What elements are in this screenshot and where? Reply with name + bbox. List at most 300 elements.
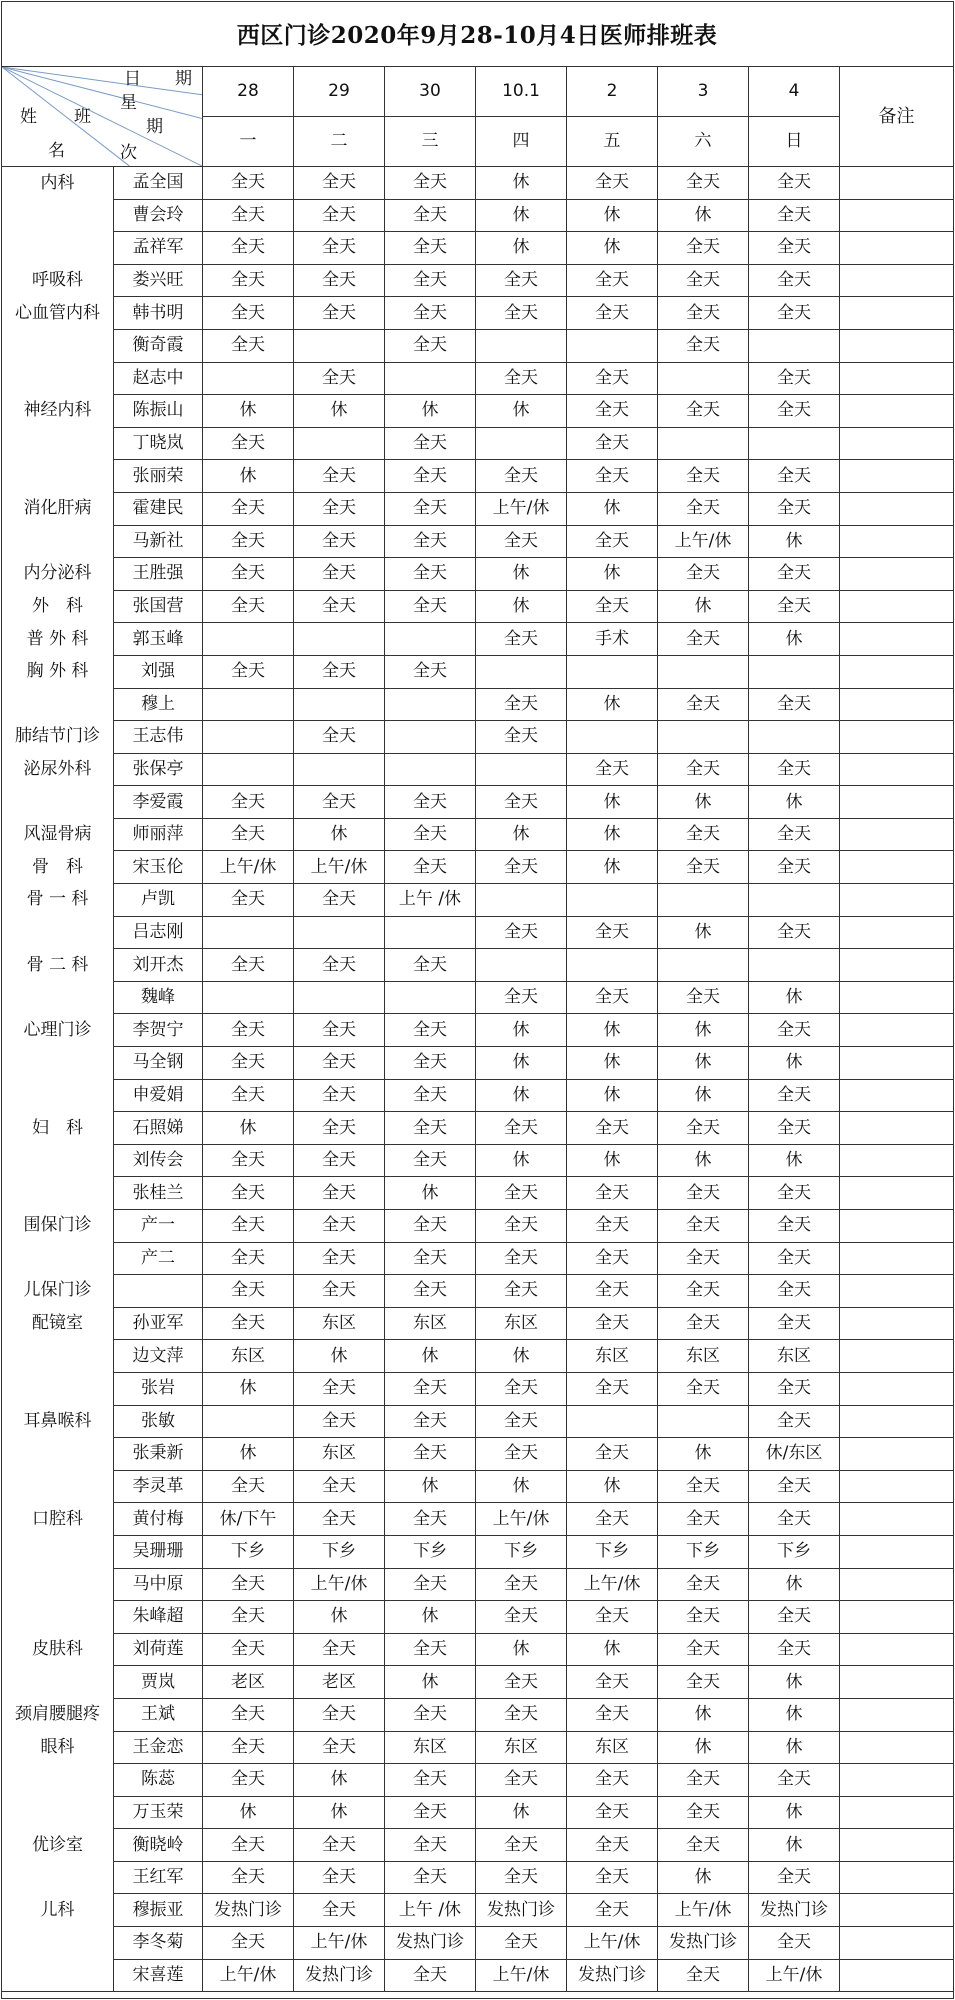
shift-cell: 全天 bbox=[203, 1144, 294, 1177]
shift-cell: 下乡 bbox=[294, 1535, 385, 1568]
header-remark: 备注 bbox=[840, 67, 954, 167]
department-cell bbox=[2, 688, 114, 721]
shift-cell: 上午/休 bbox=[294, 851, 385, 884]
shift-cell: 全天 bbox=[203, 1307, 294, 1340]
shift-cell: 休 bbox=[749, 1731, 840, 1764]
shift-cell bbox=[385, 623, 476, 656]
shift-cell: 全天 bbox=[385, 1698, 476, 1731]
header-date: 10.1 bbox=[476, 67, 567, 117]
shift-cell: 上午/休 bbox=[749, 1959, 840, 1992]
remark-cell bbox=[840, 1242, 954, 1275]
shift-cell: 东区 bbox=[203, 1340, 294, 1373]
doctor-name-cell: 师丽萍 bbox=[114, 818, 203, 851]
shift-cell bbox=[567, 721, 658, 754]
shift-cell: 全天 bbox=[203, 949, 294, 982]
doctor-name-cell: 石照娣 bbox=[114, 1112, 203, 1145]
table-row bbox=[2, 1959, 954, 1992]
shift-cell: 全天 bbox=[385, 1210, 476, 1243]
shift-cell: 全天 bbox=[476, 264, 567, 297]
doctor-name-cell: 丁晓岚 bbox=[114, 427, 203, 460]
table-row bbox=[2, 492, 954, 525]
shift-cell: 休 bbox=[203, 1796, 294, 1829]
remark-cell bbox=[840, 362, 954, 395]
remark-cell bbox=[840, 1829, 954, 1862]
shift-cell: 全天 bbox=[203, 1601, 294, 1634]
remark-cell bbox=[840, 1047, 954, 1080]
remark-cell bbox=[840, 1405, 954, 1438]
shift-cell: 全天 bbox=[294, 492, 385, 525]
remark-cell bbox=[840, 525, 954, 558]
remark-cell bbox=[840, 1796, 954, 1829]
shift-cell: 上午/休 bbox=[294, 1927, 385, 1960]
remark-cell bbox=[840, 1503, 954, 1536]
shift-cell: 全天 bbox=[658, 460, 749, 493]
doctor-name-cell: 穆上 bbox=[114, 688, 203, 721]
table-row bbox=[2, 1535, 954, 1568]
shift-cell: 全天 bbox=[567, 1829, 658, 1862]
shift-cell: 全天 bbox=[385, 1503, 476, 1536]
shift-cell: 全天 bbox=[749, 199, 840, 232]
remark-cell bbox=[840, 916, 954, 949]
shift-cell: 休 bbox=[476, 395, 567, 428]
shift-cell bbox=[658, 721, 749, 754]
doctor-name-cell: 卢凯 bbox=[114, 884, 203, 917]
table-row bbox=[2, 167, 954, 200]
shift-cell: 休 bbox=[476, 818, 567, 851]
shift-cell: 上午/休 bbox=[658, 1894, 749, 1927]
shift-cell: 全天 bbox=[658, 1829, 749, 1862]
shift-cell: 休 bbox=[294, 1764, 385, 1797]
shift-cell: 全天 bbox=[294, 1275, 385, 1308]
shift-cell: 休 bbox=[658, 786, 749, 819]
shift-cell: 全天 bbox=[385, 1959, 476, 1992]
department-cell bbox=[2, 1535, 114, 1568]
shift-cell: 全天 bbox=[203, 1927, 294, 1960]
shift-cell: 全天 bbox=[567, 525, 658, 558]
shift-cell: 休 bbox=[476, 1340, 567, 1373]
shift-cell: 休 bbox=[658, 916, 749, 949]
shift-cell: 全天 bbox=[567, 395, 658, 428]
remark-cell bbox=[840, 329, 954, 362]
shift-cell: 全天 bbox=[294, 949, 385, 982]
remark-cell bbox=[840, 1275, 954, 1308]
remark-cell bbox=[840, 1633, 954, 1666]
shift-cell: 全天 bbox=[658, 264, 749, 297]
doctor-name-cell: 吴珊珊 bbox=[114, 1535, 203, 1568]
shift-cell: 休 bbox=[567, 1633, 658, 1666]
department-cell: 配镜室 bbox=[2, 1307, 114, 1340]
shift-cell: 全天 bbox=[476, 525, 567, 558]
shift-cell: 全天 bbox=[476, 1372, 567, 1405]
remark-cell bbox=[840, 427, 954, 460]
doctor-name-cell: 马全钢 bbox=[114, 1047, 203, 1080]
shift-cell: 全天 bbox=[203, 1731, 294, 1764]
shift-cell: 休 bbox=[294, 395, 385, 428]
shift-cell: 全天 bbox=[294, 232, 385, 265]
shift-cell: 全天 bbox=[567, 1861, 658, 1894]
table-row bbox=[2, 1698, 954, 1731]
remark-cell bbox=[840, 167, 954, 200]
shift-cell: 发热门诊 bbox=[567, 1959, 658, 1992]
shift-cell bbox=[203, 721, 294, 754]
department-cell bbox=[2, 1764, 114, 1797]
doctor-name-cell: 宋喜莲 bbox=[114, 1959, 203, 1992]
remark-cell bbox=[840, 264, 954, 297]
shift-cell: 全天 bbox=[749, 1112, 840, 1145]
doctor-name-cell: 穆振亚 bbox=[114, 1894, 203, 1927]
shift-cell: 全天 bbox=[749, 1405, 840, 1438]
table-row bbox=[2, 1927, 954, 1960]
department-cell bbox=[2, 1144, 114, 1177]
shift-cell: 休 bbox=[385, 1470, 476, 1503]
table-row bbox=[2, 1079, 954, 1112]
shift-cell: 全天 bbox=[749, 688, 840, 721]
shift-cell: 全天 bbox=[294, 1470, 385, 1503]
shift-cell: 全天 bbox=[476, 721, 567, 754]
table-row bbox=[2, 199, 954, 232]
remark-cell bbox=[840, 1861, 954, 1894]
table-row bbox=[2, 1894, 954, 1927]
shift-cell: 上午/休 bbox=[658, 525, 749, 558]
doctor-name-cell: 刘传会 bbox=[114, 1144, 203, 1177]
page-title: 西区门诊2020年9月28-10月4日医师排班表 bbox=[236, 22, 718, 49]
table-row bbox=[2, 1210, 954, 1243]
shift-cell: 全天 bbox=[749, 1242, 840, 1275]
remark-cell bbox=[840, 786, 954, 819]
shift-cell: 休 bbox=[749, 1144, 840, 1177]
shift-cell: 全天 bbox=[567, 1177, 658, 1210]
doctor-name-cell: 郭玉峰 bbox=[114, 623, 203, 656]
shift-cell: 全天 bbox=[749, 460, 840, 493]
shift-cell bbox=[294, 753, 385, 786]
shift-cell: 休/东区 bbox=[749, 1438, 840, 1471]
shift-cell: 全天 bbox=[203, 167, 294, 200]
shift-cell: 全天 bbox=[385, 1047, 476, 1080]
shift-cell: 全天 bbox=[203, 525, 294, 558]
shift-cell: 休 bbox=[476, 1796, 567, 1829]
doctor-name-cell: 刘强 bbox=[114, 655, 203, 688]
table-row bbox=[2, 916, 954, 949]
shift-cell: 全天 bbox=[658, 1275, 749, 1308]
shift-cell: 老区 bbox=[294, 1666, 385, 1699]
shift-cell: 休 bbox=[749, 981, 840, 1014]
doctor-name-cell: 产二 bbox=[114, 1242, 203, 1275]
shift-cell bbox=[476, 753, 567, 786]
remark-cell bbox=[840, 1372, 954, 1405]
shift-cell bbox=[203, 916, 294, 949]
shift-cell: 全天 bbox=[476, 981, 567, 1014]
shift-cell: 全天 bbox=[294, 590, 385, 623]
shift-cell: 全天 bbox=[749, 1633, 840, 1666]
doctor-name-cell: 边文萍 bbox=[114, 1340, 203, 1373]
shift-cell: 休 bbox=[749, 1829, 840, 1862]
remark-cell bbox=[840, 851, 954, 884]
department-cell bbox=[2, 232, 114, 265]
doctor-name-cell: 张岩 bbox=[114, 1372, 203, 1405]
shift-cell: 全天 bbox=[658, 688, 749, 721]
department-cell bbox=[2, 1242, 114, 1275]
shift-cell bbox=[385, 721, 476, 754]
shift-cell: 全天 bbox=[385, 1861, 476, 1894]
shift-cell: 休 bbox=[567, 232, 658, 265]
shift-cell: 休 bbox=[476, 1470, 567, 1503]
shift-cell: 全天 bbox=[385, 1144, 476, 1177]
remark-cell bbox=[840, 1731, 954, 1764]
shift-cell: 全天 bbox=[567, 1372, 658, 1405]
shift-cell: 东区 bbox=[294, 1438, 385, 1471]
header-date: 29 bbox=[294, 67, 385, 117]
table-row bbox=[2, 1014, 954, 1047]
doctor-name-cell: 张敏 bbox=[114, 1405, 203, 1438]
corner-label-week: 星 bbox=[120, 93, 137, 113]
department-cell bbox=[2, 525, 114, 558]
table-row bbox=[2, 1470, 954, 1503]
shift-cell: 东区 bbox=[294, 1307, 385, 1340]
department-cell: 神经内科 bbox=[2, 395, 114, 428]
shift-cell: 全天 bbox=[749, 1275, 840, 1308]
shift-cell: 全天 bbox=[385, 1079, 476, 1112]
shift-cell: 休 bbox=[203, 1372, 294, 1405]
shift-cell: 休 bbox=[658, 590, 749, 623]
department-cell: 内科 bbox=[2, 167, 114, 200]
shift-cell bbox=[658, 362, 749, 395]
header-date: 2 bbox=[567, 67, 658, 117]
shift-cell: 全天 bbox=[385, 786, 476, 819]
shift-cell: 全天 bbox=[567, 1275, 658, 1308]
department-cell bbox=[2, 1568, 114, 1601]
shift-cell: 全天 bbox=[476, 1242, 567, 1275]
shift-cell: 全天 bbox=[203, 786, 294, 819]
doctor-name-cell: 马中原 bbox=[114, 1568, 203, 1601]
shift-cell bbox=[567, 1405, 658, 1438]
department-cell bbox=[2, 1340, 114, 1373]
remark-cell bbox=[840, 1601, 954, 1634]
shift-cell: 全天 bbox=[294, 1698, 385, 1731]
doctor-name-cell: 王胜强 bbox=[114, 558, 203, 591]
shift-cell: 全天 bbox=[476, 916, 567, 949]
shift-cell: 全天 bbox=[203, 558, 294, 591]
shift-cell: 全天 bbox=[658, 1666, 749, 1699]
department-cell: 消化肝病 bbox=[2, 492, 114, 525]
shift-cell: 全天 bbox=[203, 1861, 294, 1894]
corner-label-shift-ci: 次 bbox=[120, 143, 137, 163]
remark-cell bbox=[840, 884, 954, 917]
department-cell: 风湿骨病 bbox=[2, 818, 114, 851]
header-date: 4 bbox=[749, 67, 840, 117]
table-row bbox=[2, 1764, 954, 1797]
shift-cell: 休 bbox=[476, 232, 567, 265]
shift-cell: 上午/休 bbox=[476, 1959, 567, 1992]
shift-cell: 全天 bbox=[203, 199, 294, 232]
shift-cell: 全天 bbox=[385, 1014, 476, 1047]
department-cell: 肺结节门诊 bbox=[2, 721, 114, 754]
header-date: 30 bbox=[385, 67, 476, 117]
shift-cell: 休 bbox=[567, 1470, 658, 1503]
department-cell: 颈肩腰腿疼 bbox=[2, 1698, 114, 1731]
table-row bbox=[2, 1731, 954, 1764]
shift-cell: 全天 bbox=[385, 460, 476, 493]
shift-cell: 全天 bbox=[567, 1764, 658, 1797]
shift-cell: 休 bbox=[567, 199, 658, 232]
department-cell bbox=[2, 981, 114, 1014]
shift-cell bbox=[294, 329, 385, 362]
remark-cell bbox=[840, 623, 954, 656]
shift-cell: 全天 bbox=[203, 297, 294, 330]
shift-cell: 全天 bbox=[294, 297, 385, 330]
shift-cell bbox=[476, 949, 567, 982]
shift-cell: 休 bbox=[203, 395, 294, 428]
shift-cell: 休/下午 bbox=[203, 1503, 294, 1536]
shift-cell: 全天 bbox=[567, 1242, 658, 1275]
remark-cell bbox=[840, 1177, 954, 1210]
remark-cell bbox=[840, 1959, 954, 1992]
header-date: 28 bbox=[203, 67, 294, 117]
shift-cell: 全天 bbox=[476, 851, 567, 884]
header-corner-cell bbox=[2, 67, 203, 167]
shift-cell: 全天 bbox=[567, 1698, 658, 1731]
table-row bbox=[2, 1633, 954, 1666]
shift-cell: 休 bbox=[476, 558, 567, 591]
shift-cell: 全天 bbox=[476, 688, 567, 721]
shift-cell: 休 bbox=[385, 1177, 476, 1210]
shift-cell: 全天 bbox=[476, 1177, 567, 1210]
shift-cell: 全天 bbox=[749, 1372, 840, 1405]
shift-cell: 全天 bbox=[749, 362, 840, 395]
shift-cell: 下乡 bbox=[385, 1535, 476, 1568]
department-cell: 骨 一 科 bbox=[2, 884, 114, 917]
shift-cell: 全天 bbox=[658, 1307, 749, 1340]
shift-cell: 全天 bbox=[294, 884, 385, 917]
doctor-name-cell: 李爱霞 bbox=[114, 786, 203, 819]
shift-cell: 全天 bbox=[476, 1601, 567, 1634]
shift-cell: 休 bbox=[567, 1144, 658, 1177]
shift-cell: 全天 bbox=[658, 851, 749, 884]
shift-cell: 休 bbox=[476, 1014, 567, 1047]
department-cell bbox=[2, 1666, 114, 1699]
shift-cell: 全天 bbox=[567, 1307, 658, 1340]
shift-cell: 休 bbox=[476, 590, 567, 623]
shift-cell: 全天 bbox=[476, 1568, 567, 1601]
shift-cell: 全天 bbox=[658, 1372, 749, 1405]
shift-cell: 全天 bbox=[567, 1438, 658, 1471]
shift-cell bbox=[203, 1405, 294, 1438]
shift-cell: 全天 bbox=[567, 981, 658, 1014]
shift-cell: 休 bbox=[567, 688, 658, 721]
shift-cell: 老区 bbox=[203, 1666, 294, 1699]
doctor-name-cell: 李冬菊 bbox=[114, 1927, 203, 1960]
shift-cell: 全天 bbox=[749, 1307, 840, 1340]
remark-cell bbox=[840, 590, 954, 623]
table-row bbox=[2, 655, 954, 688]
doctor-name-cell: 张保亭 bbox=[114, 753, 203, 786]
table-row bbox=[2, 1047, 954, 1080]
shift-cell: 全天 bbox=[294, 264, 385, 297]
department-cell: 心血管内科 bbox=[2, 297, 114, 330]
table-row bbox=[2, 851, 954, 884]
shift-cell: 全天 bbox=[658, 818, 749, 851]
department-cell bbox=[2, 1601, 114, 1634]
shift-cell: 休 bbox=[476, 1079, 567, 1112]
remark-cell bbox=[840, 395, 954, 428]
shift-cell: 全天 bbox=[658, 395, 749, 428]
table-row bbox=[2, 590, 954, 623]
table-row bbox=[2, 721, 954, 754]
shift-cell: 休 bbox=[476, 1633, 567, 1666]
doctor-name-cell: 万玉荣 bbox=[114, 1796, 203, 1829]
table-row bbox=[2, 1796, 954, 1829]
doctor-name-cell: 娄兴旺 bbox=[114, 264, 203, 297]
shift-cell: 休 bbox=[294, 1340, 385, 1373]
department-cell: 眼科 bbox=[2, 1731, 114, 1764]
shift-cell: 发热门诊 bbox=[476, 1894, 567, 1927]
doctor-name-cell: 产一 bbox=[114, 1210, 203, 1243]
doctor-name-cell: 张丽荣 bbox=[114, 460, 203, 493]
shift-cell: 全天 bbox=[203, 1275, 294, 1308]
shift-cell: 全天 bbox=[476, 1438, 567, 1471]
shift-cell: 休 bbox=[658, 1861, 749, 1894]
department-cell: 泌尿外科 bbox=[2, 753, 114, 786]
shift-cell bbox=[294, 427, 385, 460]
shift-cell: 东区 bbox=[658, 1340, 749, 1373]
department-cell: 儿保门诊 bbox=[2, 1275, 114, 1308]
shift-cell: 全天 bbox=[476, 297, 567, 330]
shift-cell: 休 bbox=[658, 1731, 749, 1764]
shift-cell: 休 bbox=[567, 1014, 658, 1047]
shift-cell: 全天 bbox=[476, 460, 567, 493]
shift-cell bbox=[385, 916, 476, 949]
shift-cell: 全天 bbox=[385, 1438, 476, 1471]
shift-cell: 休 bbox=[658, 1047, 749, 1080]
shift-cell: 全天 bbox=[203, 655, 294, 688]
shift-cell: 休 bbox=[749, 623, 840, 656]
schedule-table bbox=[1, 66, 954, 1992]
remark-cell bbox=[840, 1144, 954, 1177]
shift-cell: 下乡 bbox=[567, 1535, 658, 1568]
shift-cell: 全天 bbox=[749, 1079, 840, 1112]
doctor-name-cell: 王志伟 bbox=[114, 721, 203, 754]
doctor-name-cell: 孙亚军 bbox=[114, 1307, 203, 1340]
shift-cell bbox=[567, 884, 658, 917]
table-row bbox=[2, 688, 954, 721]
shift-cell bbox=[385, 362, 476, 395]
table-row bbox=[2, 460, 954, 493]
shift-cell: 全天 bbox=[385, 1829, 476, 1862]
corner-label-period: 期 bbox=[146, 117, 163, 137]
department-cell: 胸 外 科 bbox=[2, 655, 114, 688]
shift-cell: 东区 bbox=[476, 1307, 567, 1340]
department-cell bbox=[2, 1047, 114, 1080]
department-cell: 内分泌科 bbox=[2, 558, 114, 591]
doctor-name-cell: 魏峰 bbox=[114, 981, 203, 1014]
department-cell: 外 科 bbox=[2, 590, 114, 623]
shift-cell: 东区 bbox=[749, 1340, 840, 1373]
table-row bbox=[2, 981, 954, 1014]
shift-cell: 全天 bbox=[749, 1470, 840, 1503]
shift-cell: 全天 bbox=[749, 818, 840, 851]
remark-cell bbox=[840, 1764, 954, 1797]
shift-cell: 休 bbox=[567, 1079, 658, 1112]
table-row bbox=[2, 525, 954, 558]
corner-label-date: 日 期 bbox=[124, 69, 192, 89]
remark-cell bbox=[840, 721, 954, 754]
doctor-name-cell: 黄付梅 bbox=[114, 1503, 203, 1536]
remark-cell bbox=[840, 1698, 954, 1731]
shift-cell: 全天 bbox=[203, 1242, 294, 1275]
table-row bbox=[2, 1340, 954, 1373]
shift-cell: 上午 /休 bbox=[385, 1894, 476, 1927]
doctor-name-cell: 孟祥军 bbox=[114, 232, 203, 265]
shift-cell: 全天 bbox=[567, 1503, 658, 1536]
